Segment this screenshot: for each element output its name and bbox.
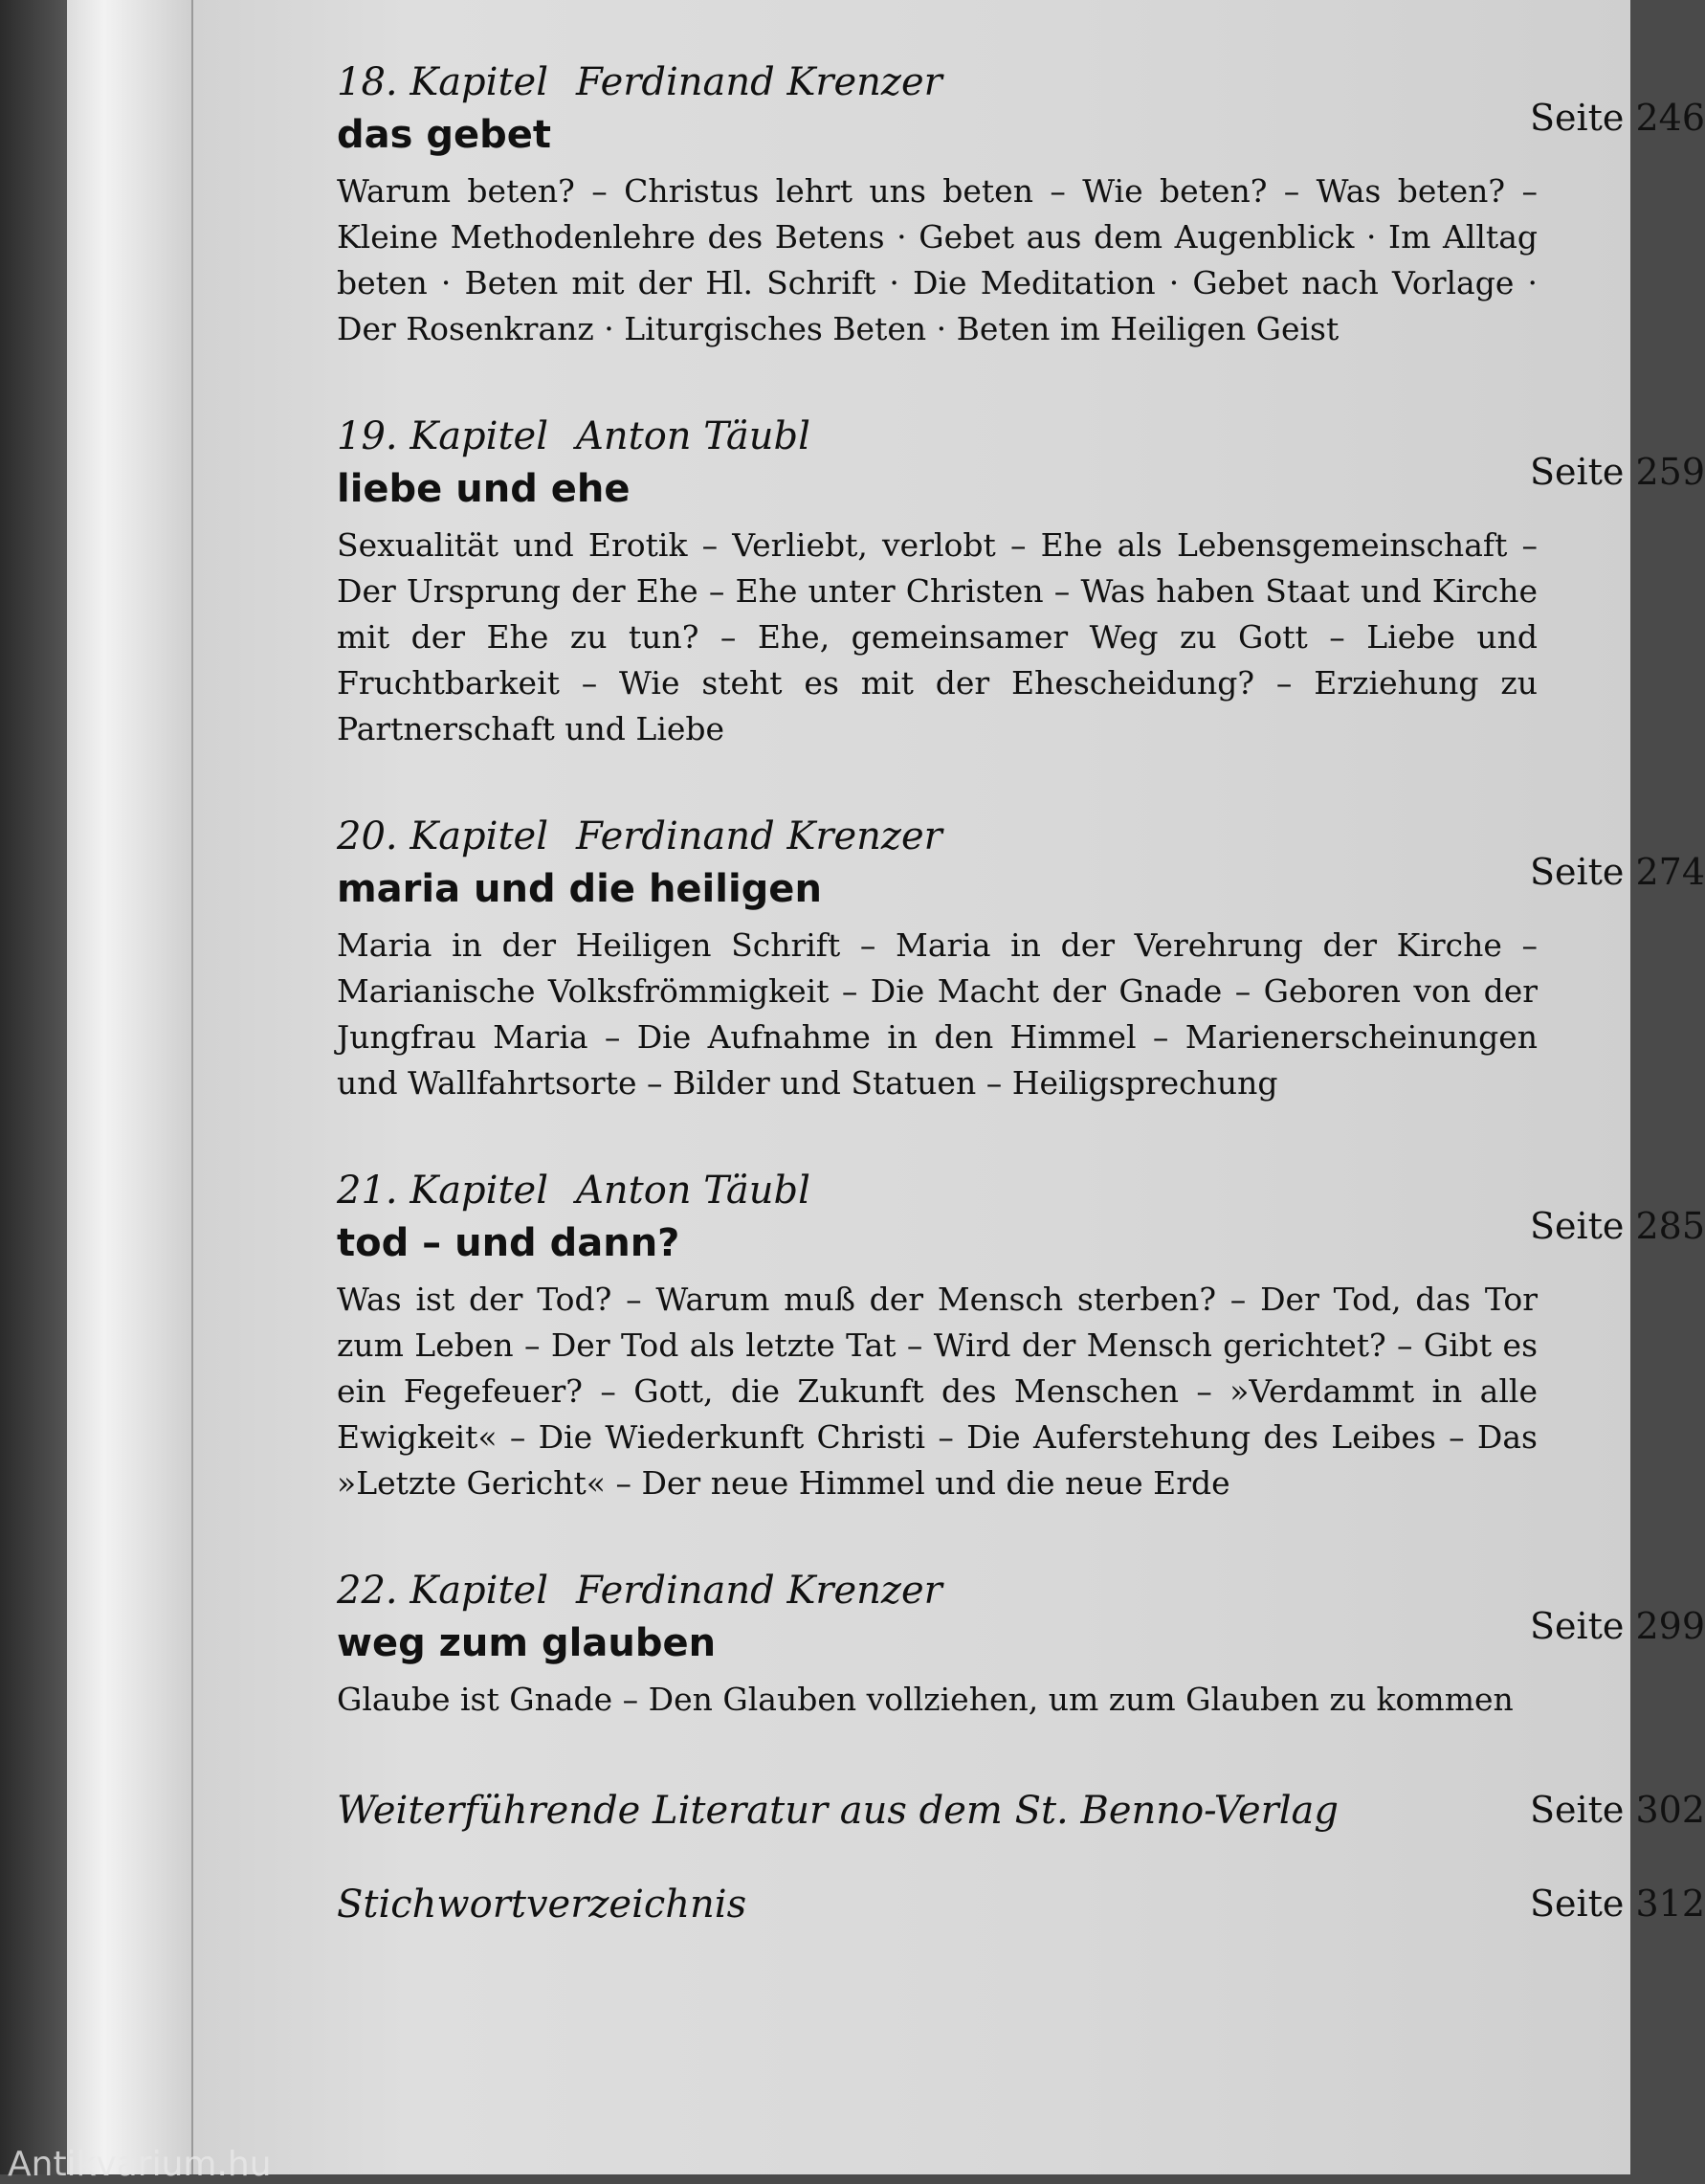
page-edges (67, 0, 193, 2174)
book-spine (0, 0, 67, 2174)
chapter-number: 22. Kapitel (337, 1569, 548, 1613)
chapter-page: Seite 246 (1529, 97, 1705, 139)
watermark: Antikvarium.hu (8, 2145, 272, 2184)
chapter-author: Ferdinand Krenzer (576, 814, 942, 858)
chapter-author: Anton Täubl (576, 1169, 810, 1213)
chapter-heading (337, 412, 1581, 461)
appendix-page: Seite 302 (1529, 1789, 1705, 1831)
chapter-title: weg zum glauben (337, 1621, 717, 1665)
chapter-number: 19. Kapitel (337, 414, 548, 458)
chapter-title: maria und die heiligen (337, 867, 822, 911)
chapter-entry (337, 57, 1705, 352)
book-page (193, 0, 1705, 2174)
chapter-description: Was ist der Tod? – Warum muß der Mensch sterben? – Der Tod, das Tor zum Leben – Der Tod als letzte Tat – Wird der Mensch gerichtet? – Gibt es ein Fegefeuer? – Gott, die Zukunft des Menschen – »Verdammt in alle Ewigkeit« – Die Wiederkunft Christi – Die Auferstehung des Leibes – Das »Letzte Gericht« – Der neue Himmel und die neue Erde (337, 1281, 1538, 1502)
chapter-number: 18. Kapitel (337, 60, 548, 104)
chapter-title: das gebet (337, 113, 552, 157)
appendix-label: Stichwortverzeichnis (337, 1883, 747, 1927)
appendix-page: Seite 312 (1529, 1883, 1705, 1925)
chapter-number: 20. Kapitel (337, 814, 548, 858)
chapter-entry (337, 1166, 1705, 1506)
chapter-entry (337, 412, 1705, 752)
chapter-entry (337, 1566, 1705, 1723)
chapter-page: Seite 274 (1529, 851, 1705, 893)
appendix-label: Weiterführende Literatur aus dem St. Benno-Verlag (337, 1789, 1340, 1833)
chapter-page: Seite 299 (1529, 1605, 1705, 1647)
chapter-heading (337, 1166, 1581, 1215)
chapter-page: Seite 285 (1529, 1205, 1705, 1247)
chapter-heading (337, 1566, 1581, 1616)
appendix-entry (337, 1876, 1705, 1952)
chapter-description: Maria in der Heiligen Schrift – Maria in der Verehrung der Kirche – Marianische Volksfrömmigkeit – Die Macht der Gnade – Geboren von der Jungfrau Maria – Die Aufnahme in den Himmel – Marienerscheinungen und Wallfahrtsorte – Bilder und Statuen – Heiligsprechung (337, 926, 1538, 1102)
chapter-author: Ferdinand Krenzer (576, 1569, 942, 1613)
chapter-description: Sexualität und Erotik – Verliebt, verlobt – Ehe als Lebensgemeinschaft – Der Ursprung der Ehe – Ehe unter Christen – Was haben Staat und Kirche mit der Ehe zu tun? – Ehe, gemeinsamer Weg zu Gott – Liebe und Fruchtbarkeit – Wie steht es mit der Ehescheidung? – Erziehung zu Partnerschaft und Liebe (337, 526, 1538, 747)
chapter-heading (337, 812, 1581, 861)
chapter-heading (337, 57, 1581, 107)
table-of-contents (337, 57, 1705, 1970)
chapter-number: 21. Kapitel (337, 1169, 548, 1213)
chapter-page: Seite 259 (1529, 451, 1705, 493)
appendix-entry (337, 1782, 1705, 1859)
chapter-author: Ferdinand Krenzer (576, 60, 942, 104)
chapter-description: Glaube ist Gnade – Den Glauben vollziehen, um zum Glauben zu kommen (337, 1681, 1514, 1718)
chapter-title: liebe und ehe (337, 467, 631, 511)
chapter-entry (337, 812, 1705, 1106)
chapter-description: Warum beten? – Christus lehrt uns beten – Wie beten? – Was beten? – Kleine Methodenlehre des Betens · Gebet aus dem Augenblick · Im Alltag beten · Beten mit der Hl. Schrift · Die Meditation · Gebet nach Vorlage · Der Rosenkranz · Liturgisches Beten · Beten im Heiligen Geist (337, 172, 1538, 347)
chapter-title: tod – und dann? (337, 1221, 680, 1265)
chapter-author: Anton Täubl (576, 414, 810, 458)
